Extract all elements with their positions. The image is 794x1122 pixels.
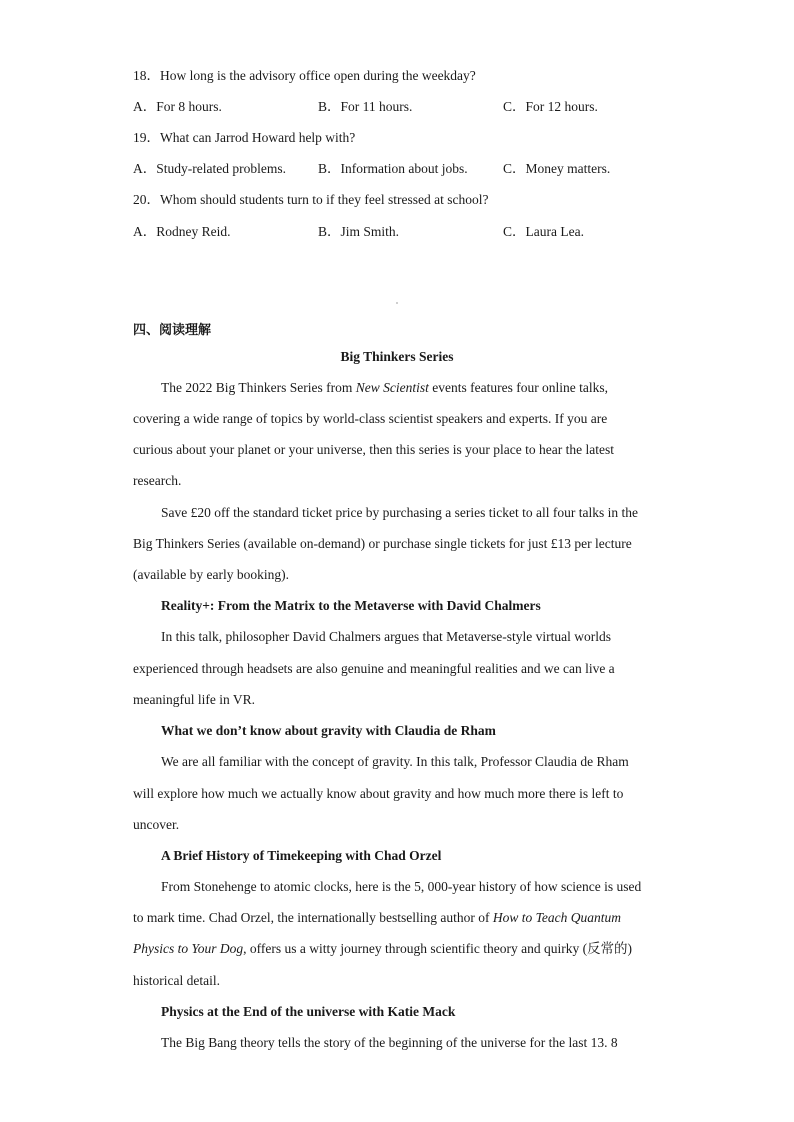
question-19-option-b: B．Information about jobs.: [318, 161, 468, 176]
intro-text: The 2022 Big Thinkers Series from: [161, 380, 356, 395]
question-20-option-b: B．Jim Smith.: [318, 224, 400, 239]
talk-1-line-2: experienced through headsets are also genuine and meaningful realities and we can live a: [133, 661, 615, 676]
tickets-line-2: Big Thinkers Series (available on-demand) or purchase single tickets for just £13 per lecture: [133, 536, 632, 551]
talk-3-line-1: From Stonehenge to atomic clocks, here is the 5, 000-year history of how science is used: [161, 879, 642, 894]
talk-2-title: What we don’t know about gravity with Claudia de Rham: [161, 723, 496, 738]
question-19-option-c: C．Money matters.: [503, 161, 611, 176]
section-heading: 四、阅读理解: [133, 323, 212, 338]
question-18-option-a: A．For 8 hours.: [133, 99, 222, 114]
book-title: Physics to Your Dog: [133, 941, 244, 956]
talk-3-text: , offers us a witty journey through scientific theory and quirky (反常的): [243, 941, 633, 956]
talk-3-text: to mark time. Chad Orzel, the internationally bestselling author of: [133, 910, 493, 925]
intro-line-3: curious about your planet or your universe, then this series is your place to hear the latest: [133, 442, 614, 457]
talk-1-line-3: meaningful life in VR.: [133, 692, 255, 707]
talk-3-line-4: historical detail.: [133, 973, 220, 988]
intro-line-4: research.: [133, 473, 182, 488]
talk-1-title: Reality+: From the Matrix to the Metaverse with David Chalmers: [161, 598, 541, 613]
question-20-option-a: A．Rodney Reid.: [133, 224, 231, 239]
talk-2-line-2: will explore how much we actually know about gravity and how much more there is left to: [133, 786, 624, 801]
article-title: Big Thinkers Series: [340, 349, 454, 364]
question-18-option-c: C．For 12 hours.: [503, 99, 598, 114]
talk-1-line-1: In this talk, philosopher David Chalmers argues that Metaverse-style virtual worlds: [161, 629, 612, 644]
talk-3-line-3: [133, 940, 632, 958]
question-19-option-a: A．Study-related problems.: [133, 161, 286, 176]
question-20-stem: 20．Whom should students turn to if they feel stressed at school?: [133, 192, 489, 207]
question-18-option-b: B．For 11 hours.: [318, 99, 413, 114]
talk-3-line-2: [133, 909, 621, 927]
talk-3-title: A Brief History of Timekeeping with Chad Orzel: [161, 848, 442, 863]
intro-line-2: covering a wide range of topics by world-class scientist speakers and experts. If you are: [133, 411, 608, 426]
question-20-option-c: C．Laura Lea.: [503, 224, 584, 239]
intro-line-1: [161, 379, 608, 397]
question-19-stem: 19．What can Jarrod Howard help with?: [133, 130, 356, 145]
talk-2-line-3: uncover.: [133, 817, 180, 832]
tickets-line-3: (available by early booking).: [133, 567, 289, 582]
tickets-line-1: Save £20 off the standard ticket price by purchasing a series ticket to all four talks in the: [161, 505, 638, 520]
talk-4-line-1: The Big Bang theory tells the story of the beginning of the universe for the last 13. 8: [161, 1035, 618, 1050]
book-title: How to Teach Quantum: [492, 910, 622, 925]
scan-speck: [396, 302, 398, 304]
question-18-stem: 18．How long is the advisory office open during the weekday?: [133, 68, 476, 83]
publication-name: New Scientist: [355, 380, 429, 395]
talk-2-line-1: We are all familiar with the concept of gravity. In this talk, Professor Claudia de Rham: [161, 754, 629, 769]
intro-text: events features four online talks,: [428, 380, 609, 395]
talk-4-title: Physics at the End of the universe with Katie Mack: [161, 1004, 456, 1019]
